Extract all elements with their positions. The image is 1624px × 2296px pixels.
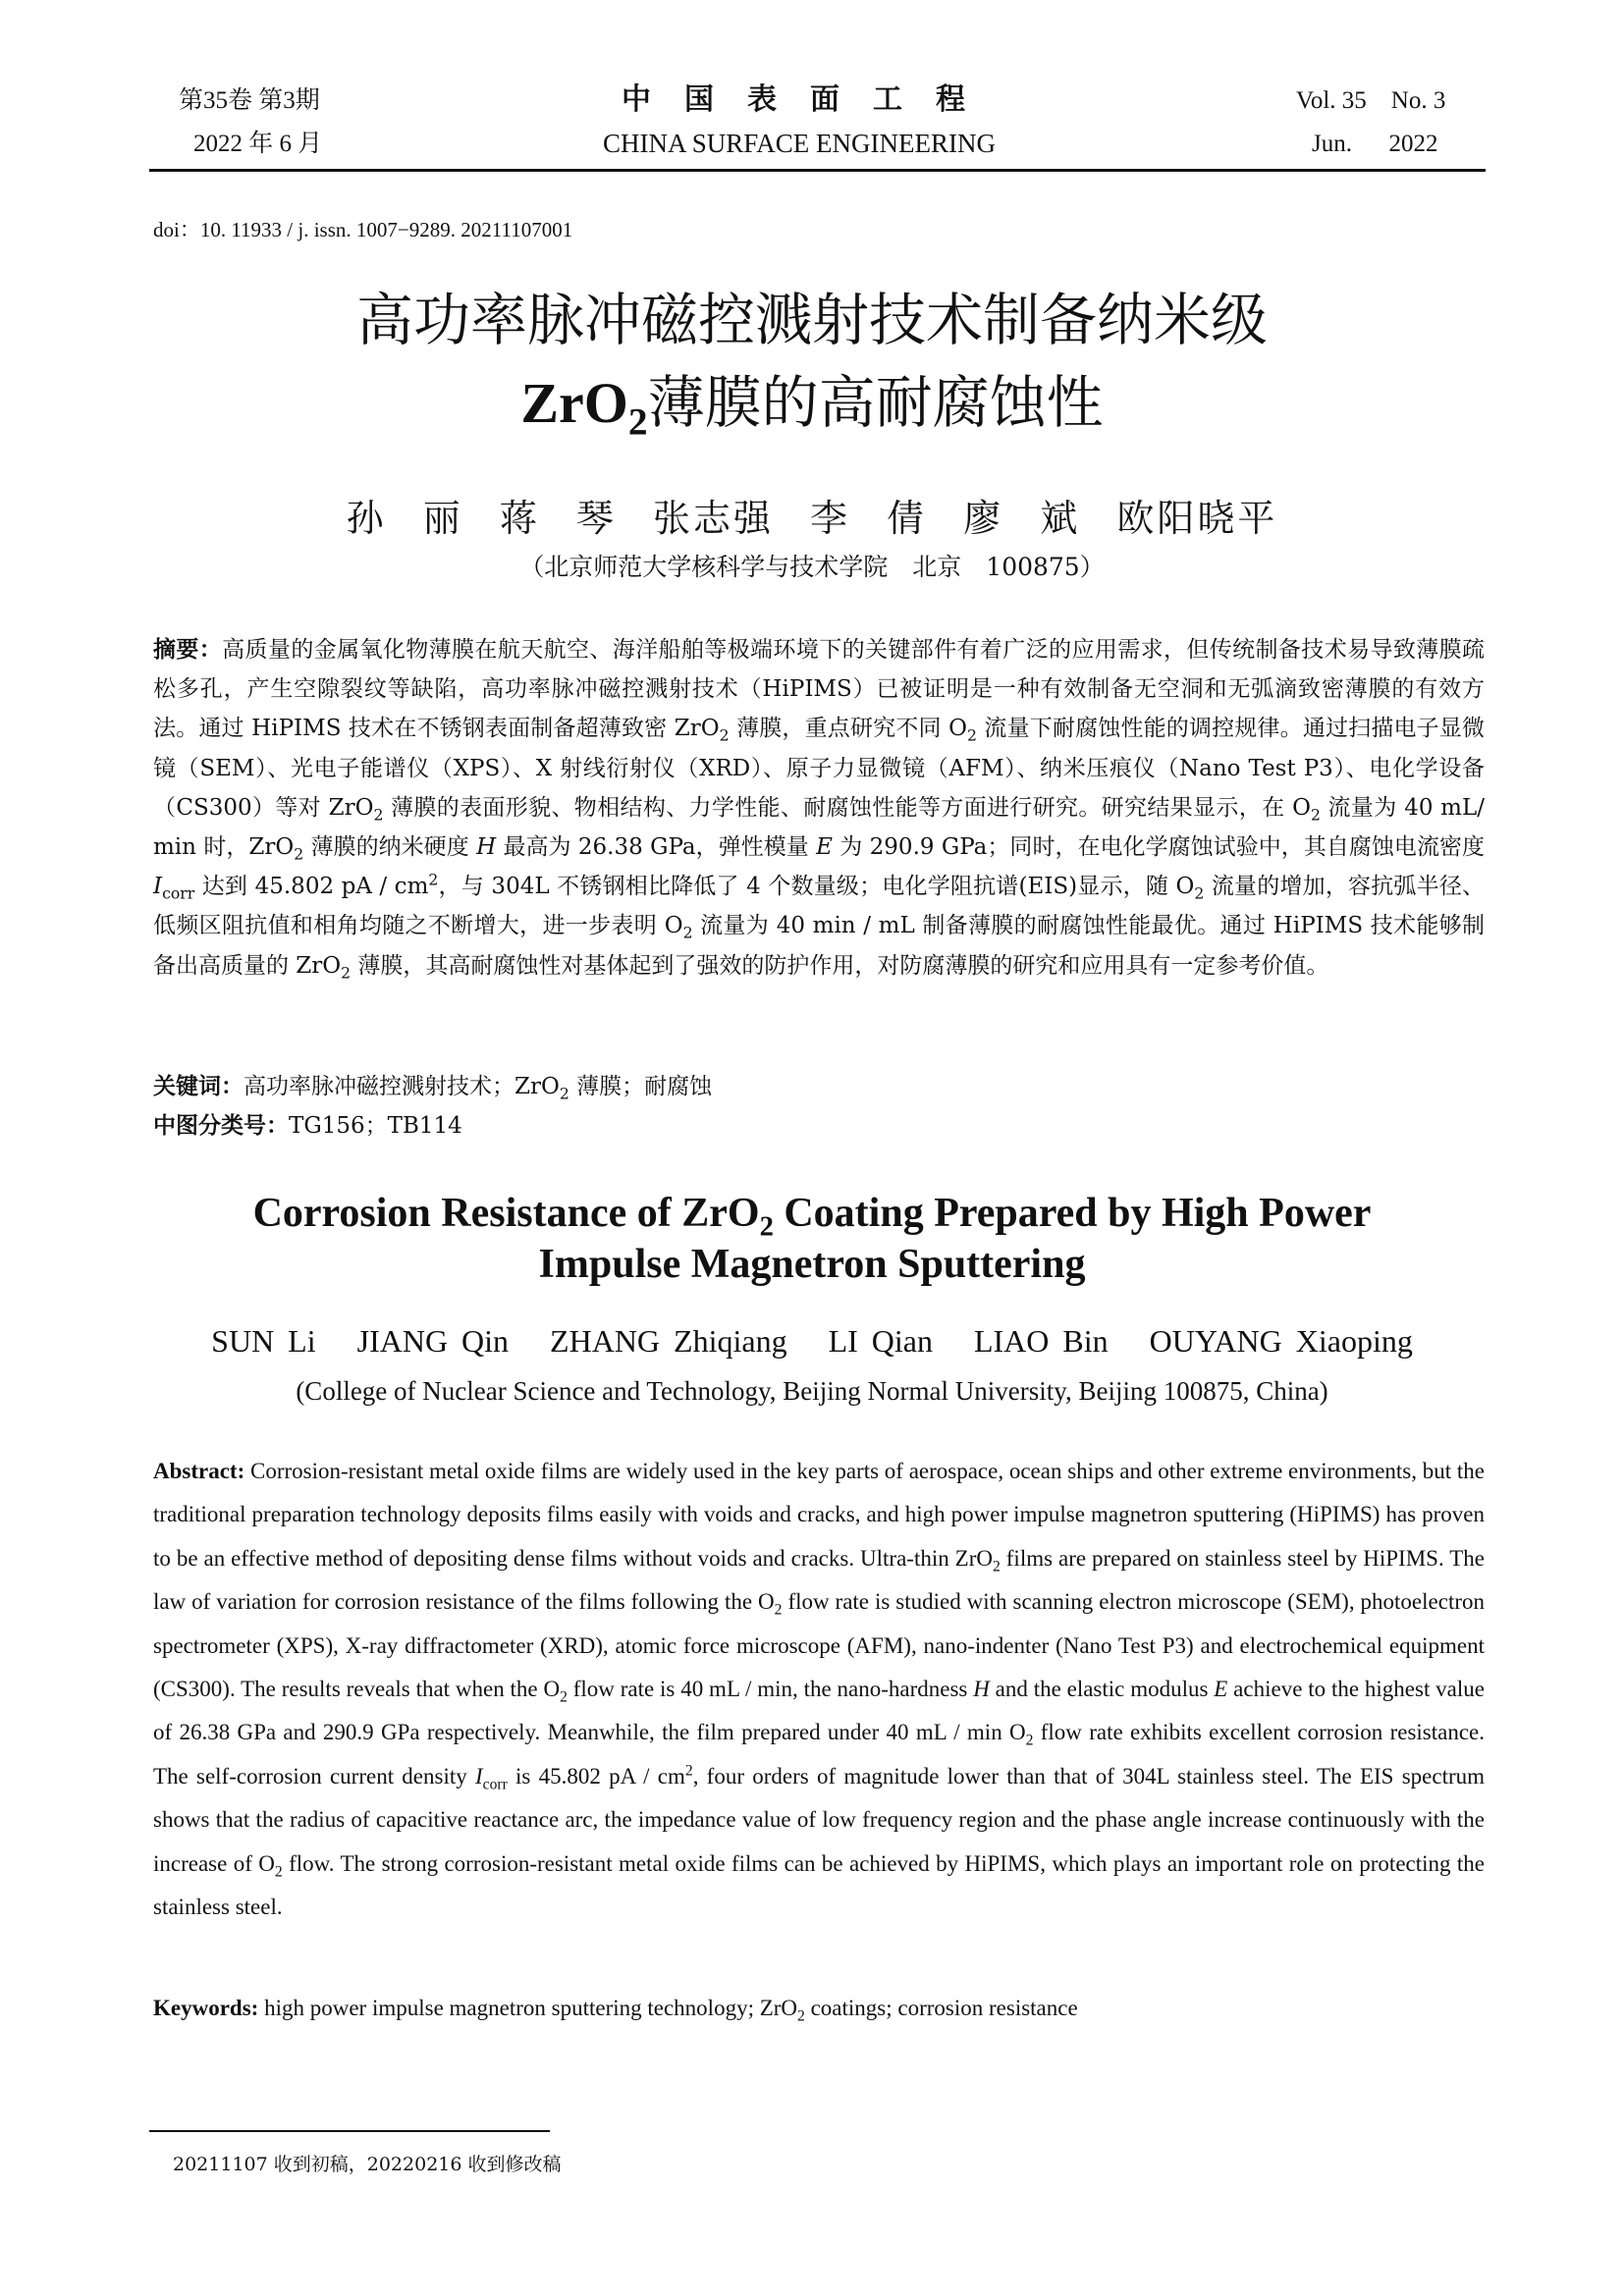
footnote-received: 20211107 收到初稿，20220216 收到修改稿 bbox=[173, 2154, 562, 2175]
header-date-en: Jun. 2022 bbox=[1312, 131, 1438, 157]
abstract-cn-label: 摘要： bbox=[153, 637, 223, 663]
header-rule bbox=[149, 169, 1486, 172]
keywords-cn-label: 关键词： bbox=[153, 1074, 244, 1099]
title-en-line2: Impulse Magnetron Sputtering bbox=[538, 1242, 1086, 1287]
authors-cn: 孙 丽 蒋 琴 张志强 李 倩 廖 斌 欧阳晓平 bbox=[346, 497, 1278, 540]
title-en-line1: Corrosion Resistance of ZrO$_2$ Coating Prepared by High Power bbox=[252, 1191, 1372, 1243]
author-en: LI Qian bbox=[828, 1323, 933, 1359]
header-volume-issue-en: Vol. 35 No. 3 bbox=[1296, 87, 1446, 114]
clc-value: TG156；TB114 bbox=[289, 1113, 462, 1139]
journal-title-en: CHINA SURFACE ENGINEERING bbox=[603, 129, 997, 158]
clc-number bbox=[153, 1106, 1485, 1146]
affiliation-en: (College of Nuclear Science and Technology, Beijing Normal University, Beijing 100875, China) bbox=[296, 1376, 1328, 1406]
title-cn-formula-sub: 2 bbox=[627, 400, 648, 444]
header-volume-issue-cn: 第35卷 第3期 bbox=[179, 87, 320, 114]
title-cn-line2-text: 薄膜的高耐腐蚀性 bbox=[647, 369, 1104, 436]
header-date-cn: 2022 年 6 月 bbox=[193, 131, 323, 157]
footnote-rule bbox=[149, 2130, 550, 2132]
abstract-en: Abstract: Corrosion-resistant metal oxide films are widely used in the key parts of aerospace, ocean ships and other extreme environments, but the traditional preparation technology deposits films easily with voids and cracks, and high power impulse magnetron sputtering (HiPIMS) has proven to be an effective method of depositing dense films without voids and cracks. Ultra-thin ZrO$_2$ films are prepared on stainless steel by HiPIMS. The law of variation for corrosion resistance of the films following the $O_2$ flow rate is studied with scanning electron microscope (SEM), photoelectron spectrometer (XPS), X-ray diffractometer (XRD), atomic force microscope (AFM), nano-indenter (Nano Test P3) and electrochemical equipment (CS300). The results reveals that when the $O_2$ flow rate is 40 mL / min, the nano-hardness H and the elastic modulus E achieve to the highest value of 26.38 GPa and 290.9 GPa respectively. Meanwhile, the film prepared under 40 mL / $\min O_2$ flow rate exhibits excellent corrosion resistance. The self-corrosion current density $I_{corr}$ is 45.802 pA / $cm^2$, four orders of magnitude lower than that of 304L stainless steel. The EIS spectrum shows that the radius of capacitive reactance arc, the impedance value of low frequency region and the phase angle increase continuously with the increase of $O_2$ flow. The strong corrosion-resistant metal oxide films can be achieved by HiPIMS, which plays an important role on protecting the stainless steel. bbox=[153, 1459, 1486, 1920]
title-cn-line1: 高功率脉冲磁控溅射技术制备纳米级 bbox=[355, 287, 1268, 353]
keywords-en: Keywords: high power impulse magnetron sputtering technology; ZrO$_2$ coatings; corrosion resistance bbox=[153, 1996, 1078, 2025]
author-en: ZHANG Zhiqiang bbox=[550, 1323, 787, 1359]
abstract-cn: 摘要：高质量的金属氧化物薄膜在航天航空、海洋船舶等极端环境下的关键部件有着广泛的应用需求，但传统制备技术易导致薄膜疏松多孔，产生空隙裂纹等缺陷，高功率脉冲磁控溅射技术（HiPIMS）已被证明是一种有效制备无空洞和无弧滴致密薄膜的有效方法。通过 HiPIMS 技术在不锈钢表面制备超薄致密 ZrO$_2$ 薄膜，重点研究不同 $O_2$ 流量下耐腐蚀性能的调控规律。通过扫描电子显微镜（SEM）、光电子能谱仪（XPS）、X 射线衍射仪（XRD）、原子力显微镜（AFM）、纳米压痕仪（Nano Test P3）、电化学设备（CS300）等对 ZrO$_2$ 薄膜的表面形貌、物相结构、力学性能、耐腐蚀性能等方面进行研究。研究结果显示，在 $O_2$ 流量为 40 mL/ min 时，ZrO$_2$ 薄膜的纳米硬度 H 最高为 26.38 GPa，弹性模量 E 为 290.9 GPa；同时，在电化学腐蚀试验中，其自腐蚀电流密度 $I_{corr}$ 达到 45.802 pA / $cm^2$，与 304L 不锈钢相比降低了 4 个数量级；电化学阻抗谱(EIS)显示，随 $O_2$ 流量的增加，容抗弧半径、低频区阻抗值和相角均随之不断增大，进一步表明 $O_2$ 流量为 40 min / mL 制备薄膜的耐腐蚀性能最优。通过 HiPIMS 技术能够制备出高质量的 ZrO$_2$ 薄膜，其高耐腐蚀性对基体起到了强效的防护作用，对防腐薄膜的研究和应用具有一定参考价值。 bbox=[153, 637, 1486, 983]
doi: doi：10. 11933 / j. issn. 1007−9289. 20211107001 bbox=[153, 218, 573, 241]
clc-label: 中图分类号： bbox=[153, 1113, 289, 1139]
author-en: JIANG Qin bbox=[356, 1323, 510, 1359]
title-cn-formula: ZrO bbox=[520, 371, 628, 435]
journal-title-cn: 中国表面工程 bbox=[622, 82, 999, 117]
keywords-en-label: Keywords: bbox=[153, 1996, 259, 2020]
author-en: SUN Li bbox=[211, 1323, 316, 1359]
author-en: OUYANG Xiaoping bbox=[1149, 1323, 1413, 1359]
author-en: LIAO Bin bbox=[973, 1323, 1109, 1359]
abstract-en-label: Abstract: bbox=[153, 1459, 245, 1483]
affiliation-cn: （北京师范大学核科学与技术学院 北京 100875） bbox=[519, 553, 1105, 581]
authors-en bbox=[0, 1323, 1624, 1360]
keywords-cn: 关键词：高功率脉冲磁控溅射技术；ZrO$_2$ 薄膜；耐腐蚀 bbox=[153, 1074, 713, 1103]
title-cn-line2 bbox=[0, 369, 1624, 444]
